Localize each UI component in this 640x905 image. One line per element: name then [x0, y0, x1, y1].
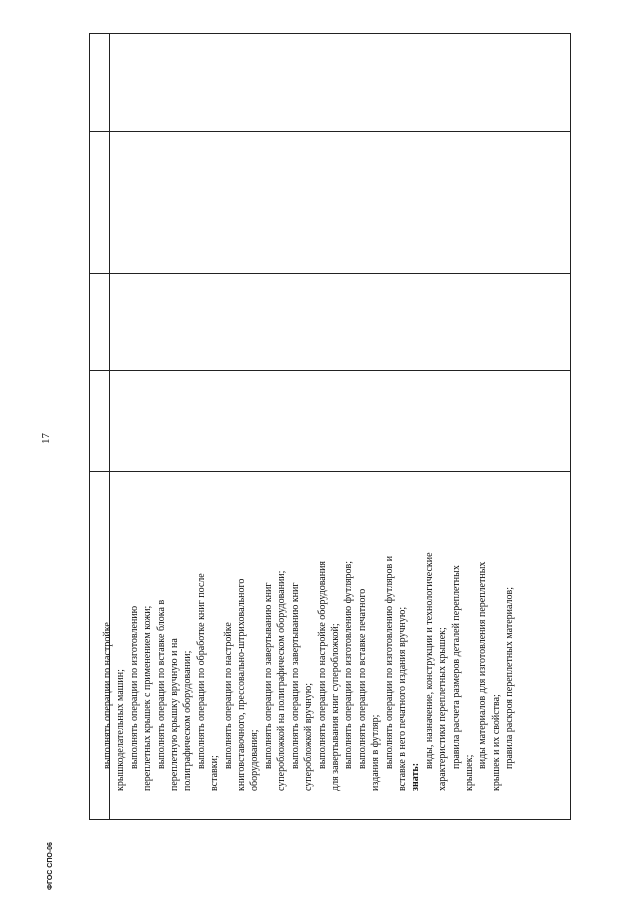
text-line: оборудования;	[249, 729, 261, 791]
text-line: суперобложкой вручную;	[303, 682, 315, 791]
text-line: виды, назначение, конструкции и технологические	[423, 552, 435, 769]
text-line: издания в футляр;	[370, 714, 382, 791]
text-line: виды материалов для изготовления переплетных	[477, 561, 489, 769]
text-line: правила расчета размеров деталей переплетных	[450, 565, 462, 769]
text-line: выполнять операции по вставке печатного	[356, 588, 368, 769]
text-line: суперобложкой на полиграфическом оборудовании;	[276, 570, 288, 791]
text-line: крышкоделательных машин;	[115, 669, 127, 791]
text-line: крышек;	[463, 754, 475, 791]
document-code: ФГОС СПО-06	[47, 842, 54, 890]
text-line: вставки;	[209, 755, 221, 791]
text-line: выполнять операции по настройке оборудования	[316, 560, 328, 769]
text-line: выполнять операции по вставке блока в	[155, 599, 167, 769]
text-line: правила раскроя переплетных материалов;	[504, 586, 516, 769]
text-line: выполнять операции по завертыванию книг	[262, 582, 274, 769]
table-divider	[90, 471, 570, 472]
section-heading: знать:	[410, 762, 422, 791]
page-number: 17	[40, 433, 52, 444]
table-divider	[90, 273, 570, 274]
text-line: вставке в него печатного издания вручную;	[396, 606, 408, 791]
text-line: выполнять операции по обработке книг после	[195, 573, 207, 769]
text-line: характеристики переплетных крышек;	[437, 627, 449, 791]
text-line: крышек и их свойства;	[490, 694, 502, 791]
text-line: переплетных крышек с применением кожи;	[142, 605, 154, 791]
text-line: книговставочного, прессовально-штриховального	[236, 578, 248, 791]
skills-list	[101, 481, 517, 791]
table-divider	[90, 370, 570, 371]
text-line: переплетную крышку вручную и на	[169, 638, 181, 791]
text-line: для завертывания книг суперобложкой;	[329, 623, 341, 791]
text-line: выполнять операции по настройке	[102, 622, 113, 769]
text-line: выполнять операции по изготовлению	[128, 605, 140, 769]
text-line: выполнять операции по изготовлению футляров и	[383, 555, 395, 769]
text-line: полиграфическом оборудовании;	[182, 650, 194, 791]
text-line: выполнять операции по изготовлению футляров;	[343, 560, 355, 769]
table-divider	[90, 131, 570, 132]
text-line: выполнять операции по настройке	[222, 622, 234, 769]
text-line: выполнять операции по завертыванию книг	[289, 582, 301, 769]
